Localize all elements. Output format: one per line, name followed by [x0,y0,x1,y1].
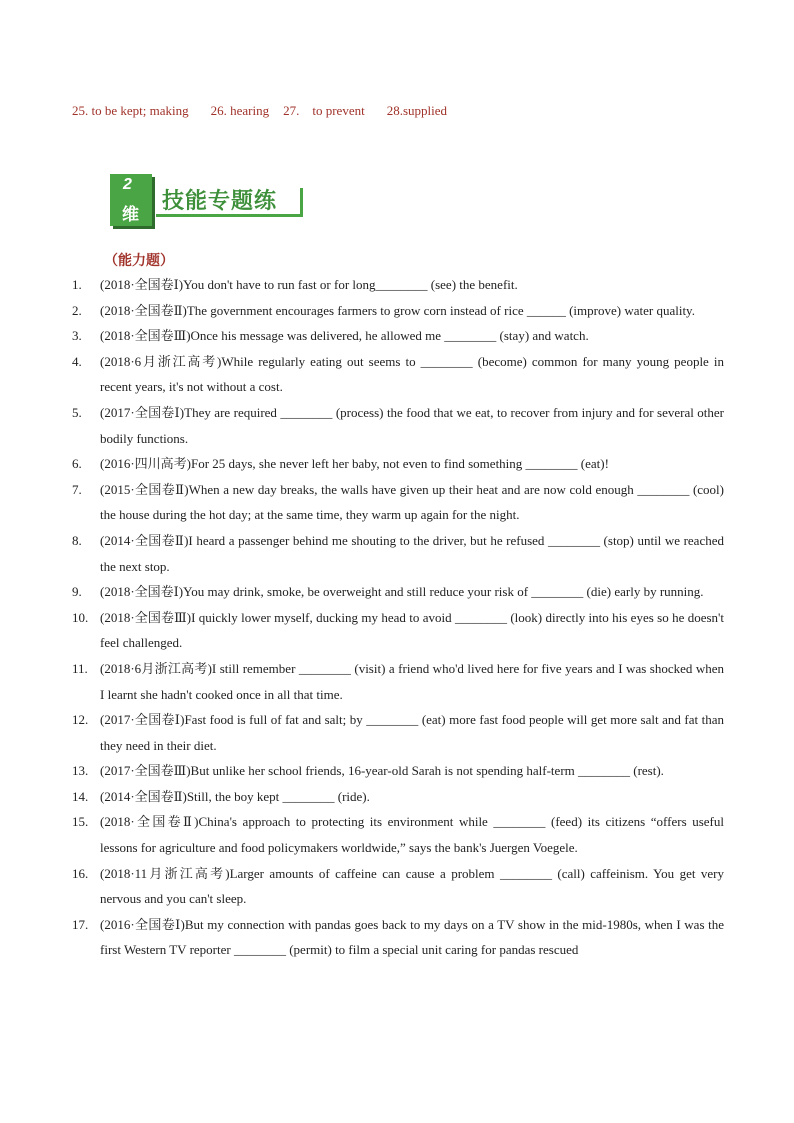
answer-25: 25. to be kept; making [72,103,189,118]
question-list [72,272,724,963]
question-text: (2018·全国卷Ⅱ)The government encourages farmers to grow corn instead of rice ______ (improve) water quality. [100,302,695,318]
question-text: (2016·四川高考)For 25 days, she never left her baby, not even to find something ________ (eat)! [100,456,609,472]
question-text: (2017·全国卷Ⅰ)Fast food is full of fat and salt; by ________ (eat) more fast food people will get more salt and fat than they need in their diet. [100,712,724,753]
question-item [72,579,724,605]
question-item [72,656,724,707]
question-item [72,528,724,579]
section-label: （能力题） [104,253,174,269]
question-number: 6. [72,456,82,472]
banner-number: 2 [123,176,132,193]
question-text: (2018·全国卷Ⅰ)You don't have to run fast or for long________ (see) the benefit. [100,277,518,292]
question-number: 1. [72,277,82,292]
question-text: (2018·全国卷Ⅲ)Once his message was delivered, he allowed me ________ (stay) and watch. [100,328,589,344]
question-item [72,707,724,758]
question-text: (2017·全国卷Ⅰ)They are required ________ (process) the food that we eat, to recover from injury and for several other bodily functions. [100,404,724,446]
answer-26: 26. hearing [210,103,270,118]
question-item [72,477,724,528]
question-item [72,809,724,860]
question-item [72,912,724,963]
question-number: 14. [72,788,89,804]
question-number: 11. [72,660,88,676]
question-number: 3. [72,328,82,344]
question-number: 15. [72,814,89,830]
question-text: (2018·全国卷Ⅰ)You may drink, smoke, be overweight and still reduce your risk of ________ (die) early by running. [100,584,704,600]
banner-title: 技能专题练 [162,189,278,214]
question-text: (2018·全国卷Ⅱ)China's approach to protecting its environment while ________ (feed) its citizens “offers useful lessons for agriculture and food policymakers worldwide,” says the bank's Juergen Voegele. [100,814,724,856]
question-item [72,758,724,784]
question-number: 17. [72,916,89,932]
question-text: (2016·全国卷Ⅰ)But my connection with pandas goes back to my days on a TV show in the mid-1980s, when I was the first Western TV reporter ________ (permit) to film a special unit caring for pandas rescued [100,916,724,958]
question-number: 4. [72,353,82,369]
question-number: 13. [72,763,89,779]
question-item [72,784,724,810]
question-text: (2018·11月浙江高考)Larger amounts of caffeine can cause a problem ________ (call) caffeinism. You get very nervous and you can't sleep. [100,865,724,907]
answer-key-line [72,103,447,119]
question-number: 9. [72,584,82,600]
question-item [72,861,724,912]
question-item [72,323,724,349]
answer-27: 27. to prevent [283,103,365,118]
question-text: (2015·全国卷Ⅱ)When a new day breaks, the walls have given up their heat and are now cold enough ________ (cool) the house during the hot day; at the same time, they warm up again for the night. [100,481,724,523]
question-number: 16. [72,865,89,881]
question-text: (2017·全国卷Ⅲ)But unlike her school friends, 16-year-old Sarah is not spending half-term ________ (rest). [100,763,664,779]
question-number: 7. [72,481,82,497]
question-text: (2018·6月浙江高考)I still remember ________ (visit) a friend who'd lived here for five years and I was shocked when I learnt she hadn't cooked once in all that time. [100,660,724,702]
question-number: 5. [72,404,82,420]
question-number: 12. [72,712,89,728]
question-item [72,605,724,656]
question-item [72,451,724,477]
answer-28: 28.supplied [386,103,448,118]
banner-suffix: 维 [122,205,139,225]
question-text: (2014·全国卷Ⅱ)Still, the boy kept ________ (ride). [100,788,370,804]
question-text: (2018·全国卷Ⅲ)I quickly lower myself, ducking my head to avoid ________ (look) directly into his eyes so he doesn't feel challenged. [100,609,724,651]
question-item [72,272,724,298]
section-banner [110,174,306,226]
question-text: (2014·全国卷Ⅱ)I heard a passenger behind me shouting to the driver, but he refused ________ (stop) until we reached the next stop. [100,532,724,574]
question-number: 10. [72,609,89,625]
question-number: 8. [72,532,82,548]
question-item [72,400,724,451]
banner-badge [110,174,152,226]
question-text: (2018·6月浙江高考)While regularly eating out seems to ________ (become) common for many young people in recent years, it's not without a cost. [100,353,724,395]
question-number: 2. [72,302,82,318]
question-item [72,349,724,400]
question-item [72,298,724,324]
